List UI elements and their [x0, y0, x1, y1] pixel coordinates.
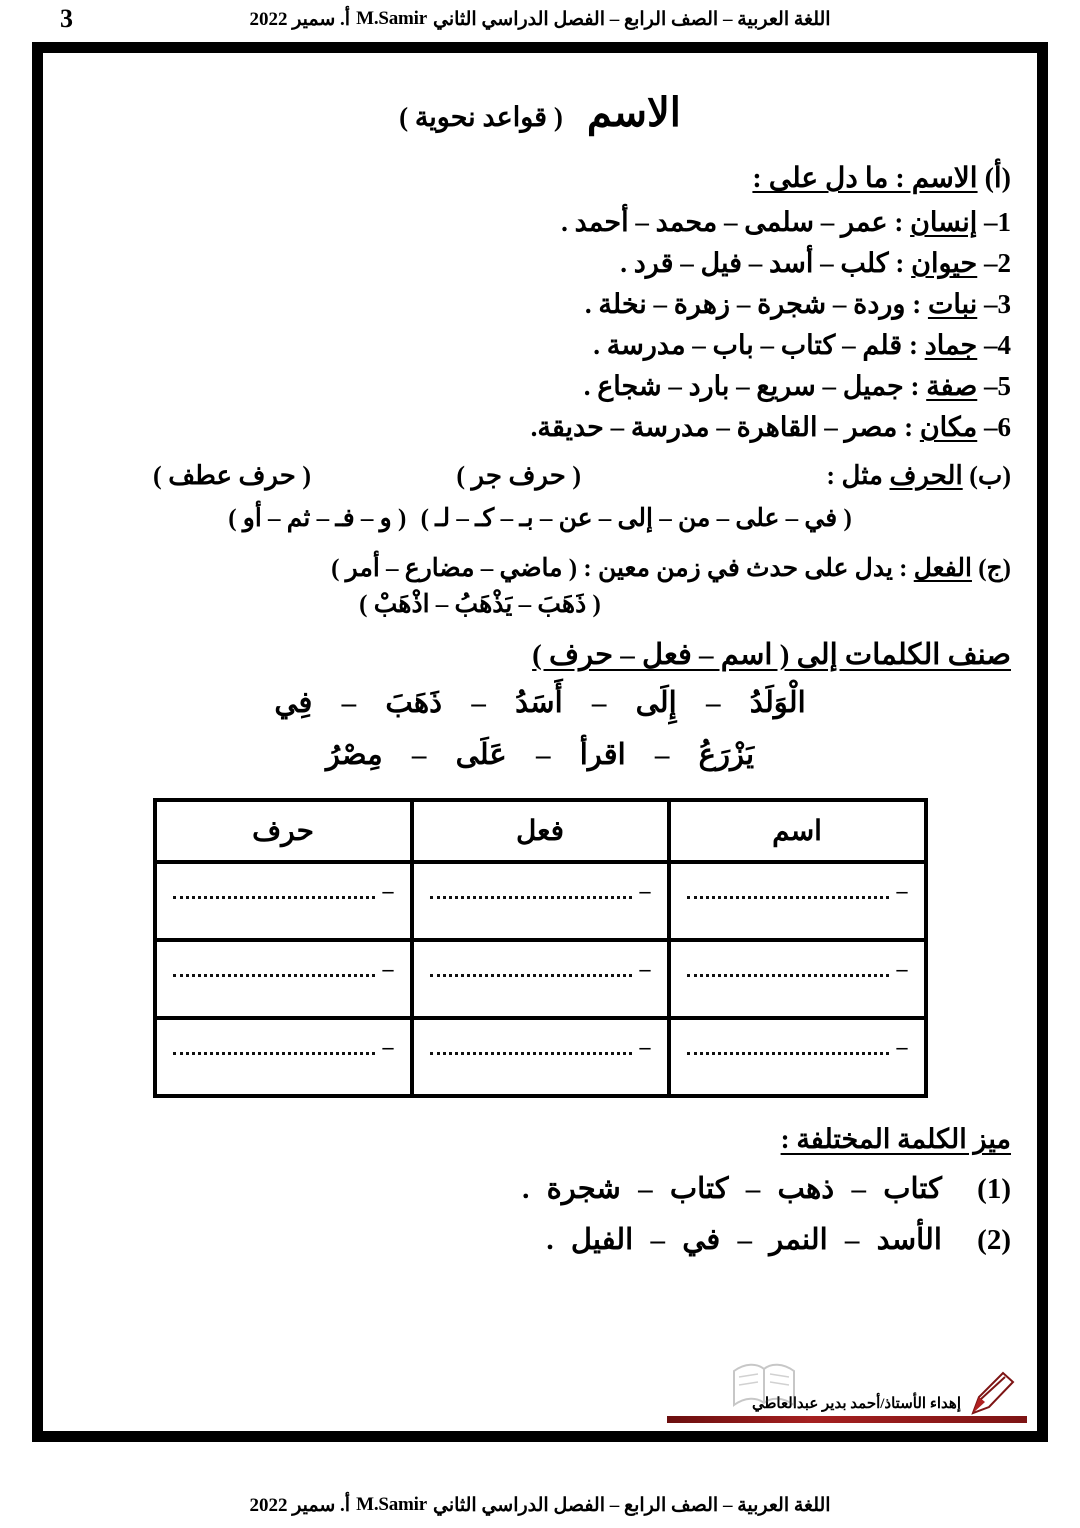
answer-cell-verb[interactable]: [412, 862, 669, 940]
word-separator: –: [844, 1224, 860, 1257]
section-c-heading: [69, 553, 1011, 583]
table-header-particle: حرف: [155, 800, 412, 862]
cell-dash: –: [639, 878, 651, 904]
item-examples: وردة – شجرة – زهرة – نخلة .: [584, 289, 906, 319]
section-a-heading-text: الاسم : ما دل على :: [752, 163, 978, 194]
item-dash: –: [984, 289, 998, 319]
word-separator: –: [341, 687, 357, 719]
section-a-label: (أ): [984, 163, 1011, 194]
cell-dash: –: [896, 956, 908, 982]
credit-bar: [667, 1416, 1027, 1423]
item-term: جماد: [924, 330, 978, 360]
dotted-rule: [687, 962, 889, 977]
book-icon: [729, 1359, 799, 1411]
dotted-rule: [687, 1040, 889, 1055]
credit-watermark: [607, 1363, 1027, 1425]
table-row: [155, 862, 926, 940]
item-colon: :: [910, 371, 920, 401]
item-colon: :: [895, 248, 905, 278]
exercise-word[interactable]: كتاب: [669, 1173, 729, 1206]
cell-dash: –: [896, 878, 908, 904]
item-number: 2: [997, 248, 1011, 278]
table-header-verb: فعل: [412, 800, 669, 862]
section-c-examples: ( ذَهَبَ – يَذْهَبُ – اذْهَبْ ): [359, 591, 601, 618]
section-c-term: الفعل: [913, 555, 972, 582]
blank-answer-line[interactable]: [430, 956, 651, 982]
item-dash: –: [984, 412, 998, 442]
dotted-rule: [687, 884, 889, 899]
word-bank-word: عَلَى: [455, 739, 507, 772]
item-term: إنسان: [910, 207, 978, 237]
dotted-rule: [430, 884, 632, 899]
page-content: [43, 53, 1037, 1431]
page-border-frame: [32, 42, 1048, 1442]
word-bank-word: أَسَدُ: [515, 687, 563, 719]
answer-cell-particle[interactable]: [155, 940, 412, 1018]
cell-dash: –: [896, 1034, 908, 1060]
word-separator: –: [535, 739, 551, 772]
answer-cell-particle[interactable]: [155, 1018, 412, 1096]
exercise-word[interactable]: كتاب: [883, 1173, 942, 1206]
answer-cell-noun[interactable]: [669, 940, 926, 1018]
item-term: نبات: [927, 289, 978, 319]
item-dash: –: [984, 248, 998, 278]
dotted-rule: [430, 1040, 632, 1055]
dotted-rule: [173, 962, 375, 977]
list-item: [69, 209, 1011, 236]
pencil-icon: [969, 1371, 1021, 1417]
item-term: مكان: [919, 412, 978, 442]
running-foot-arabic-left: اللغة العربية – الصف الرابع – الفصل الدراسي الثاني: [432, 1494, 831, 1516]
cell-dash: –: [382, 878, 394, 904]
section-b-title: [826, 461, 1011, 491]
answer-cell-verb[interactable]: [412, 1018, 669, 1096]
blank-answer-line[interactable]: [173, 878, 394, 904]
page-title-main: الاسم: [586, 90, 681, 135]
blank-answer-line[interactable]: [430, 1034, 651, 1060]
section-b-type-atf: ( حرف عطف ): [153, 461, 311, 490]
word-separator: –: [638, 1173, 653, 1206]
cell-dash: –: [639, 956, 651, 982]
running-head-top: [0, 2, 1080, 36]
item-term: صفة: [926, 371, 978, 401]
blank-answer-line[interactable]: [687, 956, 908, 982]
blank-answer-line[interactable]: [430, 878, 651, 904]
section-a-list: [69, 209, 1011, 441]
word-bank-word: إِلَى: [635, 687, 677, 719]
word-separator: –: [705, 687, 721, 719]
word-separator: –: [737, 1224, 752, 1257]
item-number: 4: [997, 330, 1011, 360]
word-separator: –: [650, 1224, 665, 1257]
blank-answer-line[interactable]: [173, 1034, 394, 1060]
word-bank-word: اقرأ: [579, 739, 626, 772]
section-b-type-jar: ( حرف جر ): [456, 461, 581, 490]
item-dash: –: [984, 371, 998, 401]
list-item: [69, 250, 1011, 277]
task-instruction: صنف الكلمات إلى ( اسم – فعل – حرف ): [532, 639, 1011, 671]
dotted-rule: [430, 962, 632, 977]
section-b-group-jar: ( في – على – من – إلى – عن – بـ – كـ – لـ ): [420, 505, 852, 532]
word-bank-word: الْوَلَدُ: [749, 687, 806, 719]
page-number: 3: [60, 4, 73, 33]
exercise-item-end: .: [546, 1224, 554, 1257]
table-header-row: [155, 800, 926, 862]
word-separator: –: [654, 739, 670, 772]
exercise-item-end: .: [522, 1173, 530, 1206]
item-number: 1: [997, 207, 1011, 237]
answer-cell-particle[interactable]: [155, 862, 412, 940]
answer-cell-verb[interactable]: [412, 940, 669, 1018]
exercise-item: [69, 1171, 1011, 1206]
section-c-label: (ج): [978, 555, 1011, 582]
blank-answer-line[interactable]: [687, 878, 908, 904]
item-number: 5: [997, 371, 1011, 401]
item-examples: مصر – القاهرة – مدرسة – حديقة.: [530, 412, 898, 442]
credit-text: إهداء الأستاذ/أحمد بدير عبدالعاطي: [751, 1396, 961, 1412]
answer-cell-noun[interactable]: [669, 1018, 926, 1096]
section-b-groups: [69, 503, 1011, 533]
section-c-definition: : يدل على حدث في زمن معين :: [583, 555, 908, 582]
item-colon: :: [894, 207, 904, 237]
section-b-heading: [69, 461, 1011, 495]
word-bank-word: مِصْرُ: [325, 739, 383, 772]
item-examples: كلب – أسد – فيل – قرد .: [620, 248, 889, 278]
exercise-word[interactable]: النمر: [769, 1224, 828, 1257]
section-a-heading: [69, 161, 1011, 195]
list-item: [69, 291, 1011, 318]
item-number: 3: [997, 289, 1011, 319]
word-separator: –: [411, 739, 427, 772]
section-b-intro: مثل :: [826, 461, 883, 490]
list-item: [69, 373, 1011, 400]
word-separator: –: [471, 687, 486, 719]
exercise-word[interactable]: ذهب: [777, 1173, 835, 1206]
running-foot-arabic-right: أ. سمير 2022: [249, 1494, 351, 1516]
cell-dash: –: [639, 1034, 651, 1060]
item-term: حيوان: [911, 248, 978, 278]
item-examples: جميل – سريع – بارد – شجاع .: [583, 371, 904, 401]
exercise-word[interactable]: شجرة: [546, 1173, 621, 1206]
exercise-word[interactable]: الفيل: [570, 1224, 634, 1257]
item-examples: عمر – سلمى – محمد – أحمد .: [561, 207, 888, 237]
cell-dash: –: [382, 956, 394, 982]
blank-answer-line[interactable]: [173, 956, 394, 982]
page-title: [69, 91, 1011, 135]
section-b-label: (ب): [969, 461, 1011, 490]
word-bank-line-2: [69, 734, 1011, 776]
blank-answer-line[interactable]: [687, 1034, 908, 1060]
item-examples: قلم – كتاب – باب – مدرسة .: [593, 330, 903, 360]
word-bank-word: ذَهَبَ: [385, 687, 443, 719]
page-title-subtitle: ( قواعد نحوية ): [399, 102, 563, 132]
item-number: 6: [997, 412, 1011, 442]
section-b-term: الحرف: [889, 461, 963, 490]
word-separator: –: [745, 1173, 761, 1206]
section-c-tenses: ( ماضي – مضارع – أمر ): [331, 555, 578, 582]
running-head-arabic-left: اللغة العربية – الصف الرابع – الفصل الدراسي الثاني: [432, 8, 831, 30]
word-bank-word: فِي: [274, 687, 313, 719]
answer-cell-noun[interactable]: [669, 862, 926, 940]
word-bank-word: يَزْرَعُ: [698, 739, 755, 772]
list-item: [69, 332, 1011, 359]
exercise-word[interactable]: في: [682, 1224, 721, 1257]
item-dash: –: [984, 330, 998, 360]
dotted-rule: [173, 884, 375, 899]
running-head-latin: M.Samir: [356, 8, 427, 29]
dotted-rule: [173, 1040, 375, 1055]
cell-dash: –: [382, 1034, 394, 1060]
item-colon: :: [912, 289, 922, 319]
section-b-group-atf: ( و – فـ – ثم – أو ): [228, 505, 407, 532]
item-dash: –: [984, 207, 998, 237]
item-colon: :: [908, 330, 918, 360]
exercise-heading: ميز الكلمة المختلفة :: [780, 1124, 1011, 1155]
word-bank-line-1: [69, 682, 1011, 724]
item-colon: :: [904, 412, 914, 442]
running-foot-latin: M.Samir: [356, 1494, 427, 1515]
table-row: [155, 940, 926, 1018]
exercise-item-number: (1): [977, 1173, 1011, 1206]
word-separator: –: [851, 1173, 866, 1206]
table-row: [155, 1018, 926, 1096]
exercise-item: [69, 1222, 1011, 1257]
running-head-bottom: [0, 1488, 1080, 1522]
exercise-item-number: (2): [977, 1224, 1011, 1257]
table-header-noun: اسم: [669, 800, 926, 862]
list-item: [69, 414, 1011, 441]
exercise-word[interactable]: الأسد: [876, 1224, 942, 1257]
classification-table: [153, 798, 928, 1098]
word-separator: –: [591, 687, 607, 719]
running-head-arabic-right: أ. سمير 2022: [249, 8, 351, 30]
